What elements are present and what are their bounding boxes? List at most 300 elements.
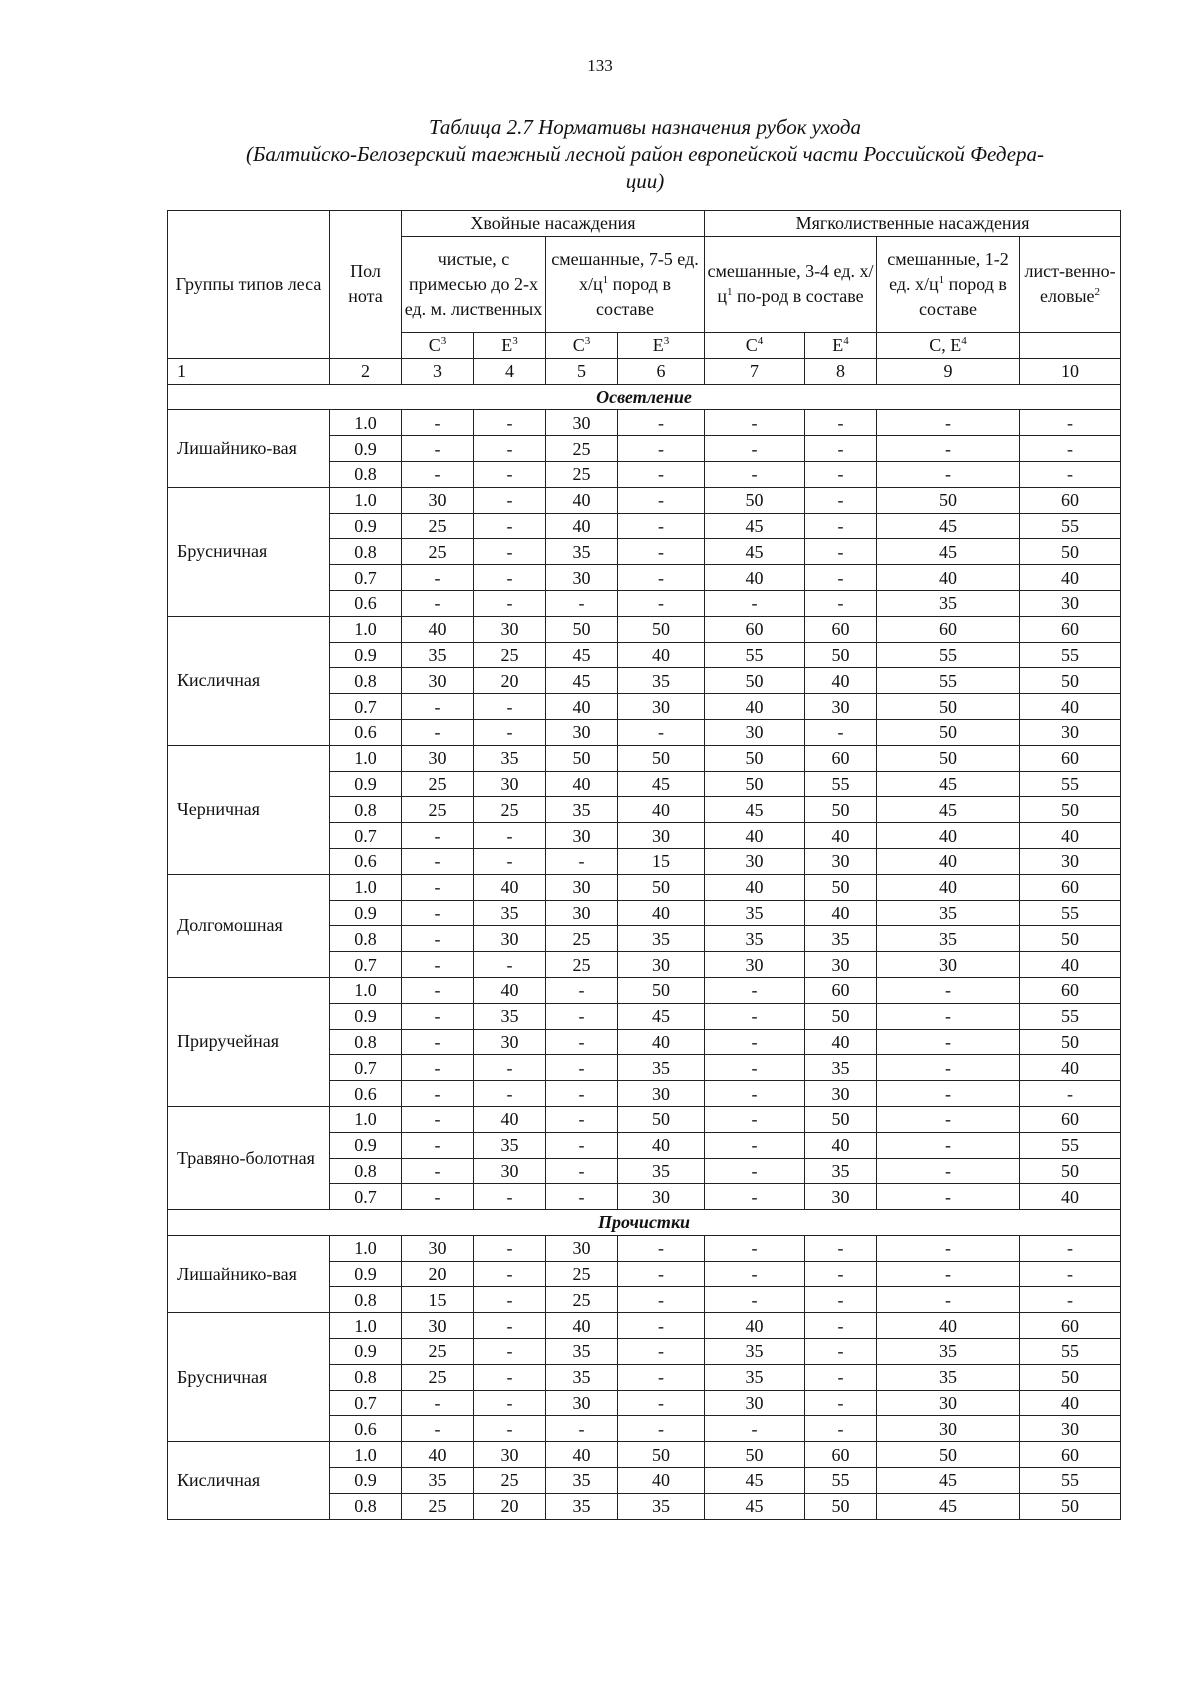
column-number-row: [168, 358, 1121, 384]
norm-cell: 30: [546, 874, 618, 900]
norm-cell: 60: [1020, 1442, 1121, 1468]
norm-cell: -: [402, 977, 474, 1003]
norm-cell: 55: [1020, 1468, 1121, 1494]
norm-cell: -: [618, 565, 705, 591]
norm-cell: 30: [705, 952, 805, 978]
norm-cell: 40: [474, 1106, 546, 1132]
norm-cell: -: [618, 1390, 705, 1416]
norm-cell: 30: [618, 1081, 705, 1107]
norm-cell: 25: [546, 952, 618, 978]
column-number: 9: [877, 358, 1020, 384]
table-row: [168, 977, 1121, 1003]
caption-subtitle-end: ции): [625, 169, 665, 193]
norm-cell: -: [805, 565, 877, 591]
table-row: [168, 616, 1121, 642]
norm-cell: 35: [877, 926, 1020, 952]
density-cell: 0.9: [330, 436, 402, 462]
norm-cell: 60: [1020, 487, 1121, 513]
norm-cell: -: [546, 1416, 618, 1442]
norm-cell: 45: [877, 1493, 1020, 1519]
norm-cell: -: [546, 1003, 618, 1029]
norm-cell: 40: [1020, 1390, 1121, 1416]
norm-cell: 30: [546, 719, 618, 745]
norm-cell: 45: [705, 797, 805, 823]
norm-cell: 30: [877, 1390, 1020, 1416]
caption-subtitle: (Балтийско-Белозерский таежный лесной район европейской части Российской Федера-: [245, 142, 1045, 166]
table-row: [168, 874, 1121, 900]
norm-cell: 45: [618, 771, 705, 797]
density-cell: 0.7: [330, 565, 402, 591]
norm-cell: -: [474, 1081, 546, 1107]
norm-cell: 60: [1020, 1106, 1121, 1132]
norm-cell: 30: [805, 952, 877, 978]
norm-cell: 40: [546, 487, 618, 513]
species-ce4: С, $Е^4$: [877, 332, 1020, 358]
norm-cell: -: [474, 823, 546, 849]
density-cell: 0.8: [330, 926, 402, 952]
norm-cell: 35: [877, 590, 1020, 616]
norm-cell: 50: [805, 797, 877, 823]
norm-cell: -: [805, 1390, 877, 1416]
density-cell: 0.7: [330, 952, 402, 978]
norm-cell: -: [402, 823, 474, 849]
norm-cell: 55: [1020, 1003, 1121, 1029]
norm-cell: 35: [618, 1055, 705, 1081]
norm-cell: 50: [618, 874, 705, 900]
norm-cell: -: [546, 1055, 618, 1081]
norm-cell: -: [402, 410, 474, 436]
norm-cell: -: [1020, 1081, 1121, 1107]
norm-cell: -: [546, 1029, 618, 1055]
norm-cell: 30: [546, 1390, 618, 1416]
norm-cell: -: [705, 1081, 805, 1107]
norm-cell: -: [474, 1390, 546, 1416]
norm-cell: 25: [402, 771, 474, 797]
norm-cell: 55: [1020, 771, 1121, 797]
column-number: 10: [1020, 358, 1121, 384]
norm-cell: -: [546, 1184, 618, 1210]
norm-cell: 40: [1020, 952, 1121, 978]
norm-cell: 35: [546, 539, 618, 565]
norm-cell: 35: [618, 668, 705, 694]
norm-cell: -: [618, 1339, 705, 1365]
norm-cell: 30: [402, 1235, 474, 1261]
norm-cell: 35: [805, 1158, 877, 1184]
density-cell: 0.6: [330, 1081, 402, 1107]
norm-cell: 50: [618, 616, 705, 642]
norm-cell: 55: [877, 668, 1020, 694]
norm-cell: 50: [705, 1442, 805, 1468]
norm-cell: -: [1020, 461, 1121, 487]
norm-cell: -: [618, 487, 705, 513]
norm-cell: 40: [546, 1442, 618, 1468]
norm-cell: -: [618, 461, 705, 487]
norm-cell: 30: [402, 745, 474, 771]
species-empty: [1020, 332, 1121, 358]
norm-cell: 25: [474, 797, 546, 823]
norm-cell: 30: [546, 565, 618, 591]
norm-cell: 35: [474, 900, 546, 926]
norm-cell: -: [402, 1055, 474, 1081]
norm-cell: 40: [805, 823, 877, 849]
norm-cell: 30: [474, 926, 546, 952]
norm-cell: 60: [805, 745, 877, 771]
density-cell: 0.9: [330, 1261, 402, 1287]
table-caption: [170, 114, 1120, 195]
density-cell: 0.8: [330, 1493, 402, 1519]
norm-cell: 20: [474, 1493, 546, 1519]
norm-cell: 55: [1020, 1339, 1121, 1365]
norm-cell: -: [705, 1132, 805, 1158]
norm-cell: -: [474, 719, 546, 745]
norm-cell: 45: [705, 1493, 805, 1519]
norm-cell: -: [546, 848, 618, 874]
norm-cell: -: [805, 1339, 877, 1365]
table-row: [168, 487, 1121, 513]
norm-cell: -: [705, 1029, 805, 1055]
density-cell: 0.8: [330, 1287, 402, 1313]
norm-cell: -: [805, 513, 877, 539]
norm-cell: -: [805, 539, 877, 565]
norm-cell: -: [877, 1055, 1020, 1081]
norm-cell: 25: [546, 436, 618, 462]
norm-cell: 40: [877, 848, 1020, 874]
norm-cell: 35: [402, 642, 474, 668]
norm-cell: -: [474, 1364, 546, 1390]
species-e3: $Е^3$: [474, 332, 546, 358]
norm-cell: 20: [402, 1261, 474, 1287]
norm-cell: 30: [402, 668, 474, 694]
norm-cell: -: [402, 1390, 474, 1416]
norm-cell: -: [805, 436, 877, 462]
section-title: Прочистки: [168, 1210, 1121, 1236]
norm-cell: 25: [546, 926, 618, 952]
norm-cell: -: [402, 926, 474, 952]
norm-cell: -: [402, 1184, 474, 1210]
density-cell: 1.0: [330, 1106, 402, 1132]
norm-cell: 60: [877, 616, 1020, 642]
norm-cell: -: [474, 1416, 546, 1442]
norm-cell: -: [705, 1416, 805, 1442]
norm-cell: -: [402, 1081, 474, 1107]
forest-group-name: Кисличная: [168, 1442, 330, 1519]
norm-cell: 40: [618, 1132, 705, 1158]
norm-cell: 55: [705, 642, 805, 668]
norm-cell: 35: [705, 926, 805, 952]
norm-cell: -: [546, 977, 618, 1003]
norm-cell: 40: [1020, 1184, 1121, 1210]
norm-cell: 40: [618, 900, 705, 926]
column-number: 3: [402, 358, 474, 384]
norm-cell: -: [877, 1261, 1020, 1287]
norm-cell: 40: [618, 642, 705, 668]
norm-cell: 30: [546, 900, 618, 926]
norm-cell: 30: [474, 1158, 546, 1184]
norm-cell: 55: [805, 1468, 877, 1494]
norm-cell: 40: [805, 668, 877, 694]
norm-cell: 50: [1020, 668, 1121, 694]
norm-cell: -: [877, 410, 1020, 436]
norm-cell: 40: [805, 1029, 877, 1055]
norm-cell: -: [705, 461, 805, 487]
norm-cell: -: [474, 487, 546, 513]
norm-cell: 40: [546, 1313, 618, 1339]
header-conifer: Хвойные насаждения: [402, 211, 705, 237]
density-cell: 0.9: [330, 642, 402, 668]
forest-group-name: Брусничная: [168, 1313, 330, 1442]
norm-cell: -: [705, 1235, 805, 1261]
norm-cell: 40: [474, 977, 546, 1003]
norm-cell: -: [877, 1003, 1020, 1029]
density-cell: 0.7: [330, 1055, 402, 1081]
norm-cell: -: [1020, 1261, 1121, 1287]
norm-cell: 35: [474, 1132, 546, 1158]
density-cell: 1.0: [330, 1235, 402, 1261]
norm-cell: 35: [877, 1339, 1020, 1365]
norm-cell: 30: [618, 823, 705, 849]
norm-cell: 50: [618, 1442, 705, 1468]
norm-cell: -: [618, 719, 705, 745]
norm-cell: 45: [877, 797, 1020, 823]
density-cell: 0.9: [330, 1339, 402, 1365]
norm-cell: 30: [474, 616, 546, 642]
density-cell: 1.0: [330, 874, 402, 900]
norm-cell: 35: [402, 1468, 474, 1494]
norm-cell: 50: [805, 1003, 877, 1029]
norm-cell: 30: [705, 1390, 805, 1416]
norm-cell: 50: [877, 487, 1020, 513]
norm-cell: -: [1020, 1235, 1121, 1261]
norm-cell: 25: [402, 539, 474, 565]
norm-cell: -: [474, 1339, 546, 1365]
density-cell: 0.9: [330, 771, 402, 797]
norm-cell: 40: [1020, 1055, 1121, 1081]
norm-cell: 35: [546, 1493, 618, 1519]
norm-cell: 30: [474, 1029, 546, 1055]
norm-cell: 25: [546, 461, 618, 487]
norm-cell: 40: [1020, 823, 1121, 849]
norm-cell: 50: [805, 874, 877, 900]
norm-cell: 40: [877, 565, 1020, 591]
norm-cell: 45: [546, 642, 618, 668]
norm-cell: 30: [546, 823, 618, 849]
norm-cell: 50: [805, 1106, 877, 1132]
norm-cell: -: [705, 410, 805, 436]
norm-cell: -: [474, 1313, 546, 1339]
norm-cell: -: [474, 1287, 546, 1313]
column-number: 8: [805, 358, 877, 384]
density-cell: 0.9: [330, 513, 402, 539]
forest-group-name: Лишайнико-вая: [168, 1235, 330, 1312]
caption-title: Таблица 2.7 Нормативы назначения рубок ухода: [428, 115, 861, 139]
norm-cell: 60: [1020, 616, 1121, 642]
density-cell: 0.7: [330, 1390, 402, 1416]
density-cell: 1.0: [330, 410, 402, 436]
norm-cell: 50: [546, 616, 618, 642]
norm-cell: 45: [877, 1468, 1020, 1494]
norm-cell: -: [474, 1235, 546, 1261]
norm-cell: 55: [805, 771, 877, 797]
norm-cell: 40: [618, 797, 705, 823]
norm-cell: 50: [805, 1493, 877, 1519]
norm-cell: -: [1020, 410, 1121, 436]
norm-cell: 40: [402, 616, 474, 642]
norm-cell: 30: [1020, 848, 1121, 874]
density-cell: 0.9: [330, 1468, 402, 1494]
column-number: 1: [168, 358, 330, 384]
species-c3-mixed: $С^3$: [546, 332, 618, 358]
norm-cell: -: [474, 848, 546, 874]
table-row: [168, 745, 1121, 771]
norm-cell: -: [1020, 1287, 1121, 1313]
norm-cell: -: [474, 410, 546, 436]
norm-cell: 30: [705, 848, 805, 874]
norm-cell: -: [618, 1235, 705, 1261]
norm-cell: 50: [1020, 539, 1121, 565]
norm-cell: -: [618, 539, 705, 565]
norm-cell: -: [877, 1029, 1020, 1055]
norm-cell: -: [546, 1158, 618, 1184]
norm-cell: 40: [618, 1029, 705, 1055]
norm-cell: 40: [1020, 565, 1121, 591]
norm-cell: 45: [877, 771, 1020, 797]
norm-cell: 35: [546, 1364, 618, 1390]
norm-cell: 30: [618, 1184, 705, 1210]
norm-cell: 25: [402, 797, 474, 823]
norm-cell: 30: [1020, 590, 1121, 616]
norm-cell: 50: [1020, 926, 1121, 952]
table-row: [168, 1442, 1121, 1468]
norm-cell: 50: [618, 977, 705, 1003]
norm-cell: -: [402, 590, 474, 616]
norm-cell: 55: [1020, 513, 1121, 539]
norm-cell: -: [705, 1158, 805, 1184]
norm-cell: 30: [705, 719, 805, 745]
norm-cell: -: [402, 952, 474, 978]
norm-cell: -: [546, 1106, 618, 1132]
norm-cell: 45: [546, 668, 618, 694]
norm-cell: 40: [877, 874, 1020, 900]
norm-cell: 25: [402, 1364, 474, 1390]
norm-cell: 35: [546, 1468, 618, 1494]
density-cell: 0.8: [330, 461, 402, 487]
norm-cell: 25: [474, 1468, 546, 1494]
norm-cell: 30: [805, 1081, 877, 1107]
norm-cell: -: [546, 1081, 618, 1107]
norm-cell: 50: [877, 1442, 1020, 1468]
density-cell: 0.8: [330, 1029, 402, 1055]
norm-cell: -: [402, 461, 474, 487]
forest-group-name: Приручейная: [168, 977, 330, 1106]
norm-cell: 40: [877, 823, 1020, 849]
norm-cell: 50: [1020, 1158, 1121, 1184]
norm-cell: -: [705, 1287, 805, 1313]
column-number: 2: [330, 358, 402, 384]
norm-cell: -: [805, 1313, 877, 1339]
norm-cell: 60: [1020, 1313, 1121, 1339]
norm-cell: -: [402, 900, 474, 926]
column-number: 4: [474, 358, 546, 384]
species-e4: $Е^4$: [805, 332, 877, 358]
page-number: 133: [587, 56, 613, 75]
norm-cell: 40: [618, 1468, 705, 1494]
norm-cell: -: [402, 565, 474, 591]
norm-cell: 25: [546, 1261, 618, 1287]
header-mixed-7-5: смешанные, 7-5 ед. $х/ц^1$ пород в составе: [546, 236, 705, 332]
norm-cell: -: [402, 694, 474, 720]
norm-cell: 45: [877, 539, 1020, 565]
forest-group-name: Долгомошная: [168, 874, 330, 977]
norm-cell: -: [474, 513, 546, 539]
norm-cell: 40: [474, 874, 546, 900]
norm-cell: 50: [1020, 797, 1121, 823]
header-row-1: [168, 211, 1121, 237]
table-row: [168, 1313, 1121, 1339]
norm-cell: -: [877, 436, 1020, 462]
header-deciduous-spruce: лист-венно-еловые$^2$: [1020, 236, 1121, 332]
norm-cell: 50: [877, 719, 1020, 745]
forest-group-name: Черничная: [168, 745, 330, 874]
norm-cell: 40: [546, 771, 618, 797]
norm-cell: 55: [1020, 1132, 1121, 1158]
species-c3: $С^3$: [402, 332, 474, 358]
norm-cell: -: [474, 590, 546, 616]
norm-cell: 35: [877, 900, 1020, 926]
norm-cell: 45: [877, 513, 1020, 539]
norm-cell: 50: [546, 745, 618, 771]
norm-cell: 30: [805, 694, 877, 720]
norm-cell: -: [1020, 436, 1121, 462]
density-cell: 0.9: [330, 1132, 402, 1158]
norm-cell: 30: [805, 848, 877, 874]
norm-cell: -: [402, 848, 474, 874]
norm-cell: -: [805, 487, 877, 513]
norm-cell: -: [402, 1132, 474, 1158]
norm-cell: -: [474, 1261, 546, 1287]
table-row: [168, 1235, 1121, 1261]
norm-cell: 40: [705, 565, 805, 591]
norm-cell: -: [877, 1132, 1020, 1158]
norm-cell: 20: [474, 668, 546, 694]
norm-cell: -: [705, 436, 805, 462]
norm-cell: -: [618, 410, 705, 436]
norm-cell: -: [618, 1287, 705, 1313]
norm-cell: -: [474, 1184, 546, 1210]
species-e3-mixed: $Е^3$: [618, 332, 705, 358]
section-row: [168, 1210, 1121, 1236]
density-cell: 1.0: [330, 1442, 402, 1468]
header-mixed-3-4: смешанные, 3-4 ед. $х/ц^1$ по-род в составе: [705, 236, 877, 332]
norm-cell: 60: [805, 616, 877, 642]
norm-cell: 30: [877, 952, 1020, 978]
norm-cell: 25: [402, 1339, 474, 1365]
norm-cell: -: [877, 1106, 1020, 1132]
norm-cell: 55: [877, 642, 1020, 668]
norm-cell: 35: [805, 1055, 877, 1081]
density-cell: 1.0: [330, 487, 402, 513]
norm-cell: 45: [618, 1003, 705, 1029]
norm-cell: -: [402, 1029, 474, 1055]
norm-cell: -: [705, 977, 805, 1003]
norm-cell: 40: [705, 694, 805, 720]
header-mixed-1-2: смешанные, 1-2 ед. $х/ц^1$ пород в составе: [877, 236, 1020, 332]
norm-cell: 40: [805, 900, 877, 926]
norm-cell: 40: [1020, 694, 1121, 720]
norm-cell: 40: [805, 1132, 877, 1158]
norm-cell: 25: [402, 1493, 474, 1519]
norm-cell: -: [618, 1261, 705, 1287]
norm-cell: 30: [1020, 1416, 1121, 1442]
